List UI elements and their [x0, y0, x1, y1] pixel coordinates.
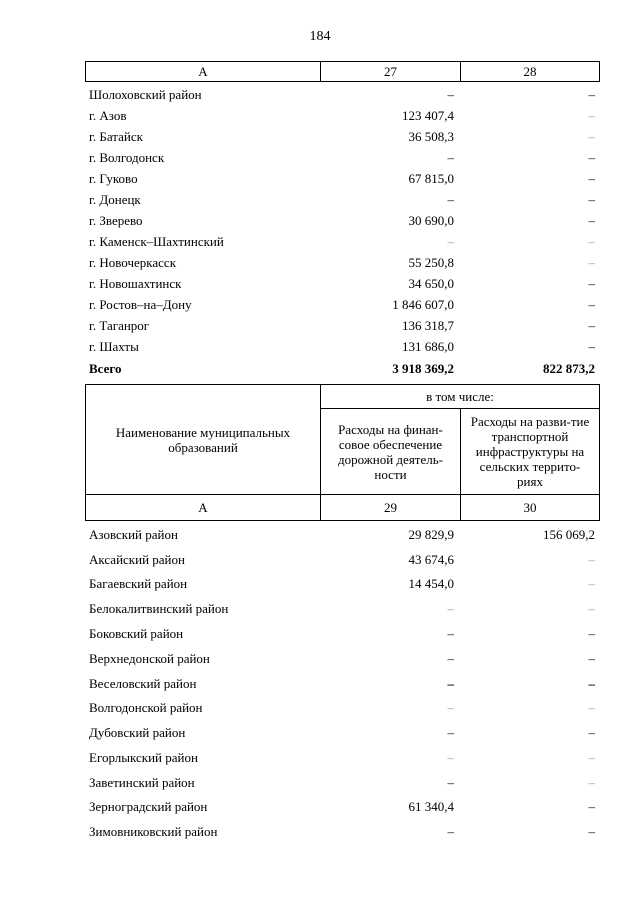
table-row — [85, 168, 600, 189]
row-value-29: – — [447, 700, 454, 715]
row-name: Шолоховский район — [89, 87, 202, 102]
row-value-29: – — [447, 676, 454, 691]
row-name: г. Новошахтинск — [89, 276, 182, 291]
row-value-28: – — [588, 276, 595, 291]
row-value-29: – — [447, 651, 454, 666]
total-value-27: 3 918 369,2 — [392, 361, 454, 376]
row-name: г. Каменск–Шахтинский — [89, 234, 224, 249]
table2-header-name-col: Наименование муниципальных образований — [86, 385, 321, 495]
table-row — [85, 147, 600, 168]
row-value-28: – — [588, 255, 595, 270]
row-name: Заветинский район — [89, 775, 195, 790]
table-row — [85, 294, 600, 315]
row-value-27: 136 318,7 — [402, 318, 454, 333]
row-value-30: – — [588, 626, 595, 641]
table-row — [85, 549, 600, 570]
row-name: г. Батайск — [89, 129, 143, 144]
table-row — [85, 648, 600, 669]
table-row — [85, 573, 600, 594]
row-value-29: – — [447, 601, 454, 616]
row-value-28: – — [588, 87, 595, 102]
table-row — [85, 315, 600, 336]
row-value-27: 55 250,8 — [408, 255, 454, 270]
total-label: Всего — [89, 361, 122, 376]
page-number: 184 — [309, 29, 331, 44]
row-value-30: 156 069,2 — [543, 527, 595, 542]
row-value-30: – — [588, 725, 595, 740]
row-value-30: – — [588, 799, 595, 814]
row-value-27: 1 846 607,0 — [392, 297, 454, 312]
row-name: г. Таганрог — [89, 318, 150, 333]
total-value-28: 822 873,2 — [543, 361, 595, 376]
table1-header-col-27: 27 — [321, 62, 461, 81]
row-name: Белокалитвинский район — [89, 601, 229, 616]
table2-header-col-a: А — [86, 495, 321, 520]
row-value-29: 43 674,6 — [408, 552, 454, 567]
table2-header-col-29: 29 — [321, 495, 461, 520]
row-value-29: – — [447, 750, 454, 765]
table-row — [85, 84, 600, 105]
row-value-28: – — [588, 192, 595, 207]
row-name: Верхнедонской район — [89, 651, 210, 666]
row-value-29: – — [447, 725, 454, 740]
table1-header — [85, 61, 600, 82]
row-name: г. Зверево — [89, 213, 143, 228]
table-row — [85, 231, 600, 252]
row-value-30: – — [588, 700, 595, 715]
table2-header-group: в том числе: — [321, 385, 599, 409]
table-row — [85, 105, 600, 126]
table-row — [85, 673, 600, 694]
row-name: Багаевский район — [89, 576, 188, 591]
row-name: г. Азов — [89, 108, 127, 123]
row-name: г. Новочеркасск — [89, 255, 177, 270]
table-row — [85, 189, 600, 210]
table-row — [85, 747, 600, 768]
table2-header-col-30: 30 — [523, 500, 537, 515]
row-value-29: – — [447, 626, 454, 641]
table-row — [85, 623, 600, 644]
row-name: г. Донецк — [89, 192, 141, 207]
row-value-30: – — [588, 576, 595, 591]
row-name: Аксайский район — [89, 552, 185, 567]
row-value-29: 61 340,4 — [408, 799, 454, 814]
table-row — [85, 772, 600, 793]
table2-header-col30-title: Расходы на разви-тие транспортной инфраструктуры на сельских террито-риях — [461, 409, 599, 495]
table1-header-col-a: А — [86, 62, 321, 81]
table-row — [85, 697, 600, 718]
table-row — [85, 210, 600, 231]
row-value-30: – — [588, 775, 595, 790]
row-value-27: 123 407,4 — [402, 108, 454, 123]
row-name: Дубовский район — [89, 725, 186, 740]
row-name: Веселовский район — [89, 676, 197, 691]
table-row — [85, 252, 600, 273]
row-value-28: – — [588, 171, 595, 186]
table-row — [85, 126, 600, 147]
row-name: Азовский район — [89, 527, 178, 542]
row-name: г. Гуково — [89, 171, 138, 186]
row-value-30: – — [588, 651, 595, 666]
table-row — [85, 722, 600, 743]
table-row — [85, 598, 600, 619]
row-name: г. Шахты — [89, 339, 139, 354]
row-value-29: – — [447, 824, 454, 839]
table2-header-col29-title: Расходы на финан-совое обеспечение дорожной деятель-ности — [321, 409, 461, 495]
row-value-27: – — [447, 150, 454, 165]
table-row — [85, 796, 600, 817]
row-name: г. Волгодонск — [89, 150, 165, 165]
row-value-29: 29 829,9 — [408, 527, 454, 542]
row-value-28: – — [588, 129, 595, 144]
row-name: Зерноградский район — [89, 799, 208, 814]
row-value-30: – — [588, 552, 595, 567]
table2-header — [85, 384, 600, 521]
row-value-27: – — [447, 192, 454, 207]
row-value-28: – — [588, 108, 595, 123]
total-row — [85, 358, 600, 379]
row-value-27: 36 508,3 — [408, 129, 454, 144]
row-value-28: – — [588, 297, 595, 312]
row-name: Зимовниковский район — [89, 824, 218, 839]
row-value-28: – — [588, 318, 595, 333]
row-value-28: – — [588, 150, 595, 165]
table-row — [85, 821, 600, 842]
row-value-30: – — [588, 824, 595, 839]
row-value-27: 67 815,0 — [408, 171, 454, 186]
table-row — [85, 524, 600, 545]
row-value-28: – — [588, 213, 595, 228]
table1-header-col-28: 28 — [523, 63, 537, 79]
row-value-27: – — [447, 87, 454, 102]
row-value-28: – — [588, 234, 595, 249]
row-value-27: 34 650,0 — [408, 276, 454, 291]
table-row — [85, 273, 600, 294]
row-value-30: – — [588, 750, 595, 765]
row-value-27: – — [447, 234, 454, 249]
row-value-27: 131 686,0 — [402, 339, 454, 354]
row-name: Егорлыкский район — [89, 750, 198, 765]
row-value-28: – — [588, 339, 595, 354]
row-name: Боковский район — [89, 626, 184, 641]
row-value-29: 14 454,0 — [408, 576, 454, 591]
row-value-30: – — [588, 601, 595, 616]
row-value-30: – — [588, 676, 595, 691]
row-name: г. Ростов–на–Дону — [89, 297, 192, 312]
row-name: Волгодонской район — [89, 700, 203, 715]
row-value-27: 30 690,0 — [408, 213, 454, 228]
table-row — [85, 336, 600, 357]
row-value-29: – — [447, 775, 454, 790]
